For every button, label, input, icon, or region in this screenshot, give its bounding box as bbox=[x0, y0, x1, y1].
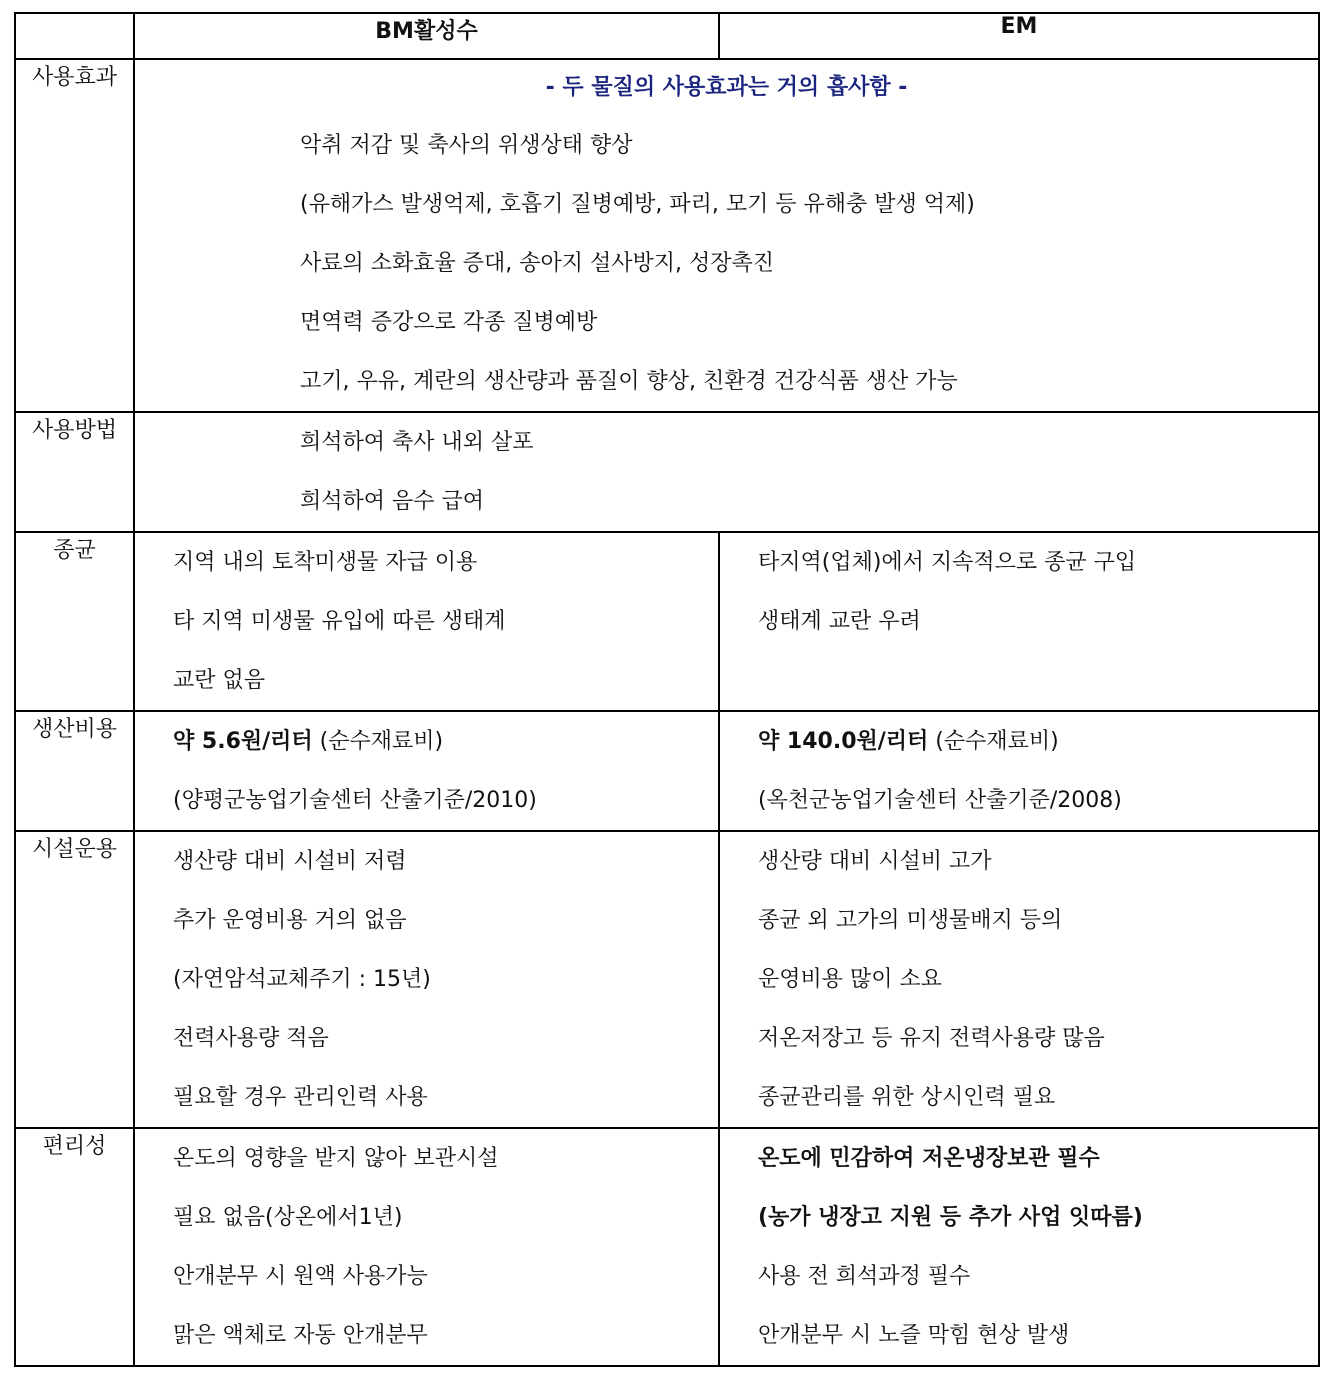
convenience-em-line-2: (농가 냉장고 지원 등 추가 사업 잇따름) bbox=[758, 1205, 1143, 1230]
facility-bm-line-4: 전력사용량 적음 bbox=[173, 1026, 329, 1051]
header-empty-cell bbox=[15, 13, 134, 59]
header-bm: BM활성수 bbox=[134, 13, 719, 59]
cost-em-price: 약 140.0원/리터 bbox=[758, 729, 929, 754]
seed-bm-line-3: 교란 없음 bbox=[173, 668, 266, 693]
effect-line-4: 면역력 증강으로 각종 질병예방 bbox=[300, 310, 598, 335]
cost-bm-line-1 bbox=[135, 712, 718, 771]
seed-bm-line-1: 지역 내의 토착미생물 자급 이용 bbox=[173, 550, 478, 575]
method-line-1: 희석하여 축사 내외 살포 bbox=[300, 430, 534, 455]
facility-em-line-1: 생산량 대비 시설비 고가 bbox=[758, 849, 992, 874]
row-effect bbox=[15, 59, 1319, 412]
cost-bm-price: 약 5.6원/리터 bbox=[173, 729, 313, 754]
row-label-method: 사용방법 bbox=[15, 412, 134, 532]
effect-line-5: 고기, 우유, 계란의 생산량과 품질이 향상, 친환경 건강식품 생산 가능 bbox=[300, 369, 958, 394]
cost-bm-line-2: (양평군농업기술센터 산출기준/2010) bbox=[173, 788, 537, 813]
cost-bm-cell bbox=[134, 711, 719, 831]
row-label-seed: 종균 bbox=[15, 532, 134, 711]
header-row bbox=[15, 13, 1319, 59]
facility-bm-cell bbox=[134, 831, 719, 1128]
seed-bm-cell bbox=[134, 532, 719, 711]
row-label-effect: 사용효과 bbox=[15, 59, 134, 412]
convenience-em-line-1: 온도에 민감하여 저온냉장보관 필수 bbox=[758, 1146, 1100, 1171]
facility-bm-line-1: 생산량 대비 시설비 저렴 bbox=[173, 849, 407, 874]
convenience-em-cell bbox=[719, 1128, 1319, 1366]
row-seed bbox=[15, 532, 1319, 711]
method-cell bbox=[134, 412, 1319, 532]
cost-bm-note: (순수재료비) bbox=[312, 729, 444, 754]
comparison-table bbox=[14, 12, 1320, 1367]
row-cost bbox=[15, 711, 1319, 831]
header-em: EM bbox=[719, 13, 1319, 59]
seed-em-line-2: 생태계 교란 우려 bbox=[758, 609, 921, 634]
row-convenience bbox=[15, 1128, 1319, 1366]
row-label-cost: 생산비용 bbox=[15, 711, 134, 831]
cost-em-cell bbox=[719, 711, 1319, 831]
cost-em-line-2: (옥천군농업기술센터 산출기준/2008) bbox=[758, 788, 1122, 813]
row-facility bbox=[15, 831, 1319, 1128]
method-line-2: 희석하여 음수 급여 bbox=[300, 489, 485, 514]
seed-bm-line-2: 타 지역 미생물 유입에 따른 생태계 bbox=[173, 609, 506, 634]
facility-em-cell bbox=[719, 831, 1319, 1128]
effect-line-1: 악취 저감 및 축사의 위생상태 향상 bbox=[300, 133, 633, 158]
effect-line-3: 사료의 소화효율 증대, 송아지 설사방지, 성장촉진 bbox=[300, 251, 774, 276]
effect-note: - 두 물질의 사용효과는 거의 흡사함 - bbox=[545, 75, 908, 100]
convenience-em-line-4: 안개분무 시 노즐 막힘 현상 발생 bbox=[758, 1323, 1070, 1348]
row-method bbox=[15, 412, 1319, 532]
facility-bm-line-5: 필요할 경우 관리인력 사용 bbox=[173, 1085, 428, 1110]
cost-em-note: (순수재료비) bbox=[928, 729, 1059, 754]
seed-em-line-1: 타지역(업체)에서 지속적으로 종균 구입 bbox=[758, 550, 1137, 575]
facility-em-line-5: 종균관리를 위한 상시인력 필요 bbox=[758, 1085, 1056, 1110]
facility-bm-line-2: 추가 운영비용 거의 없음 bbox=[173, 908, 407, 933]
cost-em-line-1 bbox=[720, 712, 1318, 771]
row-label-convenience: 편리성 bbox=[15, 1128, 134, 1366]
row-label-facility: 시설운용 bbox=[15, 831, 134, 1128]
convenience-bm-line-1: 온도의 영향을 받지 않아 보관시설 bbox=[173, 1146, 499, 1171]
facility-em-line-2: 종균 외 고가의 미생물배지 등의 bbox=[758, 908, 1063, 933]
convenience-bm-cell bbox=[134, 1128, 719, 1366]
effect-cell bbox=[134, 59, 1319, 412]
convenience-bm-line-3: 안개분무 시 원액 사용가능 bbox=[173, 1264, 428, 1289]
convenience-bm-line-4: 맑은 액체로 자동 안개분무 bbox=[173, 1323, 428, 1348]
seed-em-cell bbox=[719, 532, 1319, 711]
facility-bm-line-3: (자연암석교체주기 : 15년) bbox=[173, 967, 431, 992]
convenience-bm-line-2: 필요 없음(상온에서1년) bbox=[173, 1205, 403, 1230]
facility-em-line-3: 운영비용 많이 소요 bbox=[758, 967, 943, 992]
convenience-em-line-3: 사용 전 희석과정 필수 bbox=[758, 1264, 971, 1289]
facility-em-line-4: 저온저장고 등 유지 전력사용량 많음 bbox=[758, 1026, 1105, 1051]
effect-line-2: (유해가스 발생억제, 호흡기 질병예방, 파리, 모기 등 유해충 발생 억제) bbox=[300, 192, 975, 217]
